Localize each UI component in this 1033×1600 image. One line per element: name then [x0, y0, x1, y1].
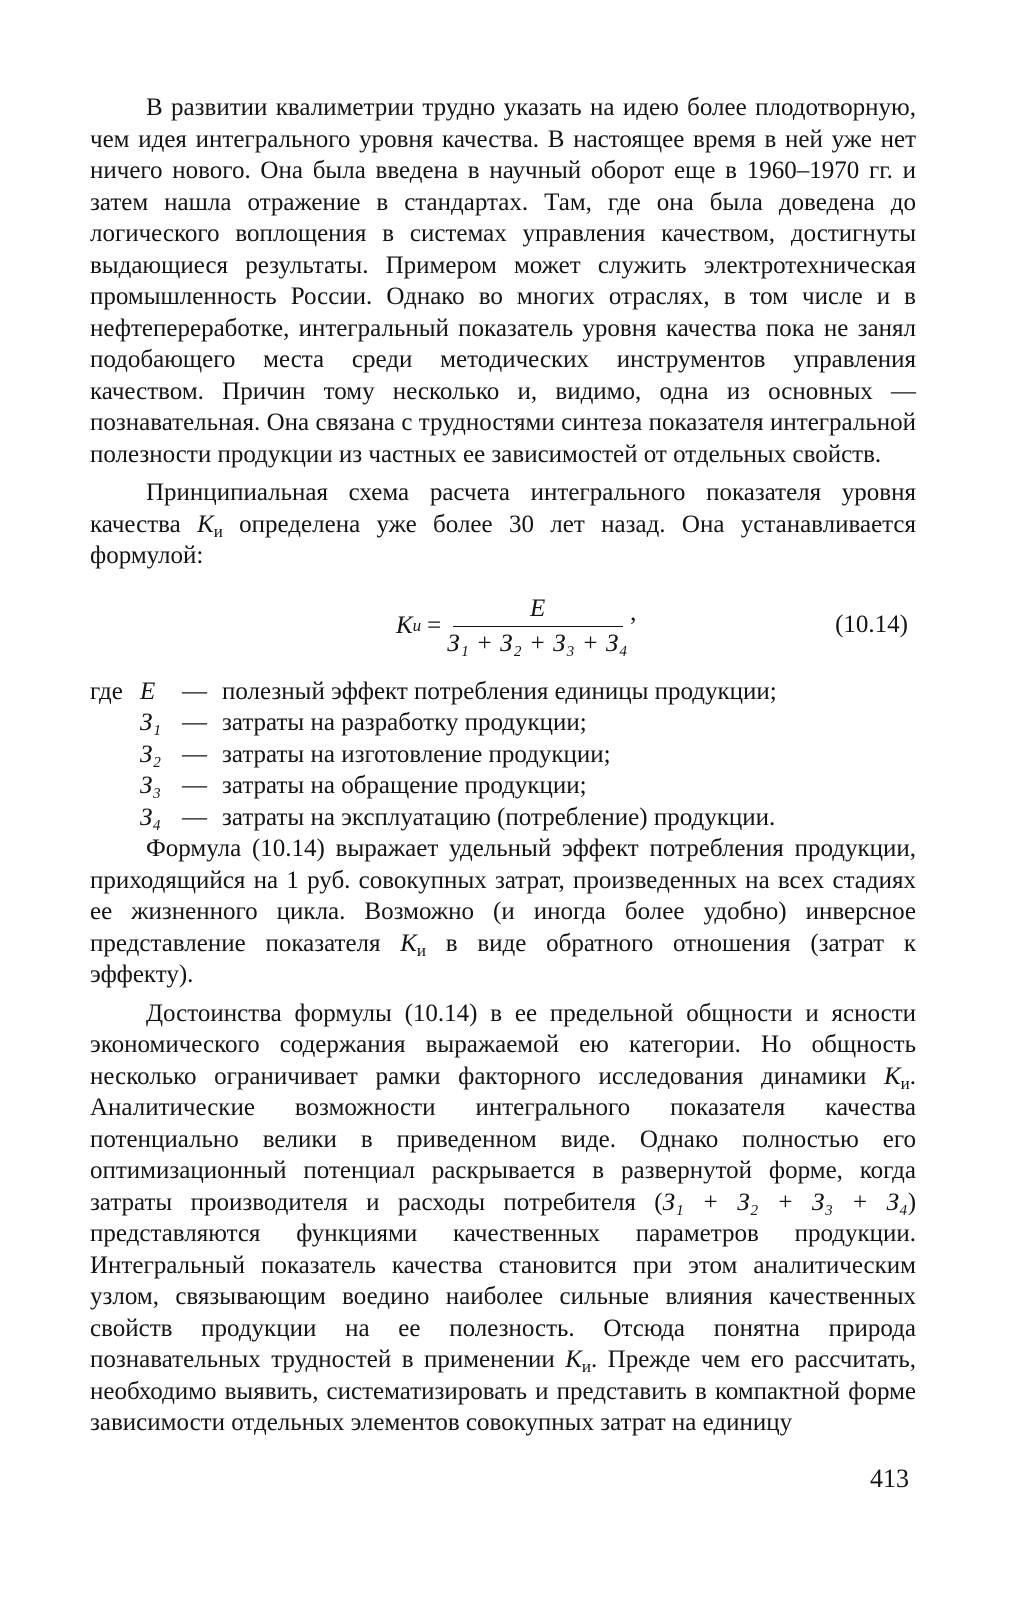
symbol-k: К — [565, 1346, 582, 1373]
legend-text: затраты на эксплуатацию (потребление) продукции. — [222, 803, 776, 831]
paragraph-advantages-text-a: Достоинства формулы (10.14) в ее предельной общности и ясности экономического содержания выражаемой ею категории. Но общность несколько ограничивает рамки факторного исследования динамики — [90, 999, 916, 1090]
legend-row — [90, 676, 916, 708]
formula-equals: = — [427, 612, 442, 640]
legend-text: полезный эффект потребления единицы продукции; — [222, 677, 777, 705]
paragraph-scheme — [90, 477, 916, 572]
paragraph-scheme-text-a: Принципиальная схема расчета интегрального показателя уровня качества — [90, 479, 916, 538]
paragraph-advantages-text-d: . Прежде чем его рассчитать, необходимо выявить, систематизировать и представить в компактной форме зависимости отдельных элементов совокупных затрат на единицу — [90, 1346, 916, 1436]
legend-symbol: З₄ — [140, 803, 162, 831]
paragraph-scheme-text-b: определена уже более 30 лет назад. Она устанавливается формулой: — [90, 510, 916, 569]
legend-symbol: З₃ — [140, 772, 162, 799]
legend-dash: — — [182, 677, 207, 705]
formula-comma: , — [630, 599, 637, 626]
formula: К и = $\frac{E}{\text{З₁ + З₂ + З₃ + З₄}}$ , — [396, 594, 637, 657]
legend-dash: — — [182, 709, 207, 736]
legend-symbol: E — [140, 677, 156, 705]
paragraph-formula-meaning — [90, 833, 916, 991]
legend-symbol: З₁ — [140, 709, 162, 736]
symbol-k-subscript: и — [213, 521, 223, 541]
legend-dash: — — [182, 772, 207, 799]
cost-sum-expression: З₁ + З₂ + З₃ + З₄ — [662, 1188, 908, 1216]
symbol-k-subscript: и — [900, 1073, 910, 1093]
symbol-k-subscript: и — [416, 940, 427, 960]
legend-text: затраты на разработку продукции; — [222, 709, 587, 736]
formula-fraction — [447, 594, 628, 659]
paragraph-intro: В развитии квалиметрии трудно указать на идею более плодотворную, чем идея интегрального уровня качества. В настоящее время в ней уже нет ничего нового. Она была введена в научный оборот еще в 1960–1970 гг. и затем нашла отражение в стандартах. Там, где она была доведена до логического воплощения в системах управления качеством, достигнуты выдающиеся результаты. Примером может служить электротехническая промышленность России. Однако во многих отраслях, в том числе и в нефтепереработке, интегральный показатель уровня качества пока не занял подобающего места среди методических инструментов управления качеством. Причин тому несколько и, видимо, одна из основных — познавательная. Она связана с трудностями синтеза показателя интегральной полезности продукции из частных ее зависимостей от отдельных свойств. — [90, 94, 916, 468]
legend-dash: — — [182, 740, 207, 768]
formula-block — [90, 584, 916, 666]
symbol-k: К — [400, 929, 417, 957]
symbol-k: К — [884, 1062, 901, 1090]
page-number: 413 — [870, 1464, 909, 1493]
formula-denominator: З₁ + З₂ + З₃ + З₄ — [447, 629, 629, 657]
legend-row — [90, 770, 916, 802]
paragraph-advantages — [90, 998, 916, 1439]
equation-number: (10.14) — [835, 610, 908, 638]
paragraph-advantages-text-c: ) представляются функциями качественных параметров продукции. Интегральный показатель качества становится при этом аналитическим узлом, связывающим воедино наиболее сильные влияния качественных свойств продукции на ее полезность. Отсюда понятна природа познавательных трудностей в применении — [90, 1188, 917, 1373]
symbol-k-subscript: и — [581, 1357, 591, 1376]
paragraph-formula-meaning-text-b: в виде обратного отношения (затрат к эффекту). — [90, 929, 916, 988]
formula-legend — [90, 676, 916, 834]
paragraph-advantages-text-b: . Аналитические возможности интегрального показателя качества потенциально велики в приведенном виде. Однако полностью его оптимизационный потенциал раскрывается в развернутой форме, когда затраты производителя и расходы потребителя ( — [90, 1062, 916, 1216]
legend-row — [90, 739, 916, 771]
formula-lhs: К — [396, 612, 413, 640]
legend-row — [90, 802, 916, 834]
symbol-k: К — [197, 510, 214, 538]
page-text — [90, 92, 916, 1439]
formula-numerator: E — [453, 594, 623, 627]
legend-symbol: З₂ — [140, 740, 162, 768]
legend-text: затраты на обращение продукции; — [222, 772, 587, 799]
legend-dash: — — [182, 803, 207, 831]
paragraph-formula-meaning-text-a: Формула (10.14) выражает удельный эффект потребления продукции, приходящийся на 1 руб. совокупных затрат, произведенных на всех стадиях ее жизненного цикла. Возможно (и иногда более удобно) инверсное представление показателя — [90, 835, 916, 957]
legend-lead-word: где — [90, 677, 123, 705]
legend-row — [90, 707, 916, 739]
legend-text: затраты на изготовление продукции; — [222, 740, 611, 768]
